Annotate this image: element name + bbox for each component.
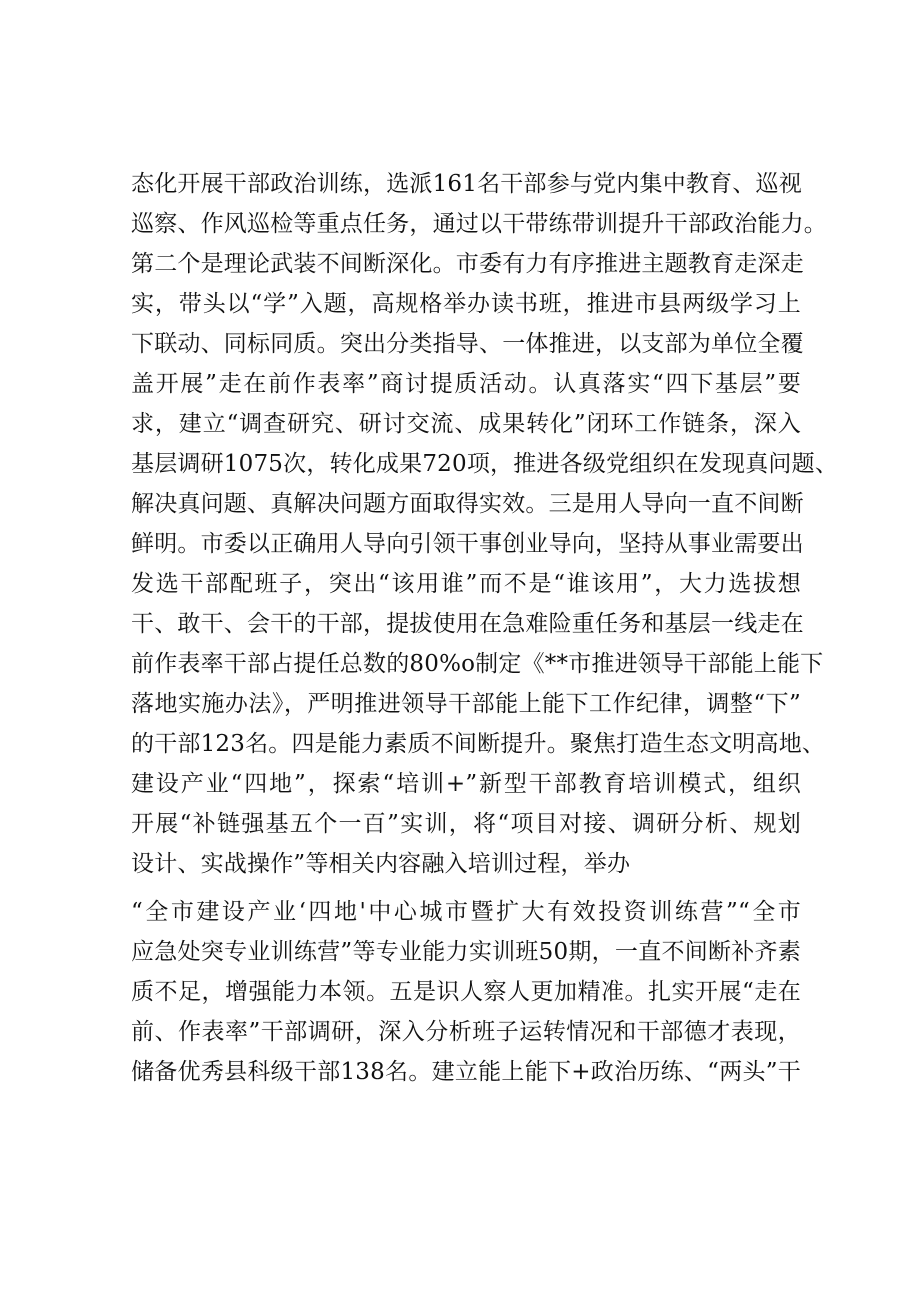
text-line: “全市建设产业‘四地'中心城市暨扩大有效投资训练营”“全市	[131, 899, 801, 925]
text-line: 开展“补链强基五个一百”实训，将“项目对接、调研分析、规划	[131, 811, 801, 837]
text-line: 解决真问题、真解决问题方面取得实效。三是用人导向一直不间断	[131, 491, 804, 517]
text-line: 下联动、同标同质。突出分类指导、一体推进，以支部为单位全覆	[131, 331, 804, 357]
text-line: 巡察、作风巡检等重点任务，通过以干带练带训提升干部政治能力。	[131, 211, 827, 237]
text-line: 求，建立“调查研究、研讨交流、成果转化”闭环工作链条，深入	[131, 411, 801, 437]
text-line: 质不足，增强能力本领。五是识人察人更加精准。扎实开展“走在	[131, 979, 801, 1005]
text-line: 实，带头以“学”入题，高规格举办读书班，推进市县两级学习上	[131, 291, 801, 317]
text-line: 干、敢干、会干的干部，提拔使用在急难险重任务和基层一线走在	[131, 611, 804, 637]
text-line: 的干部123名。四是能力素质不间断提升。聚焦打造生态文明高地、	[131, 731, 826, 757]
text-line: 鲜明。市委以正确用人导向引领干事创业导向，坚持从事业需要出	[131, 531, 804, 557]
text-line: 储备优秀县科级干部138名。建立能上能下+政治历练、“两头”干	[131, 1059, 801, 1085]
text-line: 落地实施办法》，严明推进领导干部能上能下工作纪律，调整“下”	[131, 691, 801, 717]
text-line: 前、作表率”干部调研，深入分析班子运转情况和干部德才表现，	[131, 1019, 801, 1045]
text-line: 第二个是理论武装不间断深化。市委有力有序推进主题教育走深走	[131, 251, 804, 277]
text-line: 前作表率干部占提任总数的80%o制定《**市推进领导干部能上能下	[131, 651, 824, 677]
text-line: 盖开展”走在前作表率”商讨提质活动。认真落实“四下基层”要	[131, 371, 801, 397]
text-line: 建设产业“四地”，探索“培训+”新型干部教育培训模式，组织	[131, 771, 801, 797]
text-line: 设计、实战操作”等相关内容融入培训过程，举办	[131, 851, 631, 877]
text-line: 发选干部配班子，突出“该用谁”而不是“谁该用”，大力选拔想	[131, 571, 801, 597]
text-line: 态化开展干部政治训练，选派161名干部参与党内集中教育、巡视	[131, 171, 802, 197]
text-line: 基层调研1075次，转化成果720项，推进各级党组织在发现真问题、	[131, 451, 839, 477]
text-line: 应急处突专业训练营”等专业能力实训班50期，一直不间断补齐素	[131, 939, 801, 965]
